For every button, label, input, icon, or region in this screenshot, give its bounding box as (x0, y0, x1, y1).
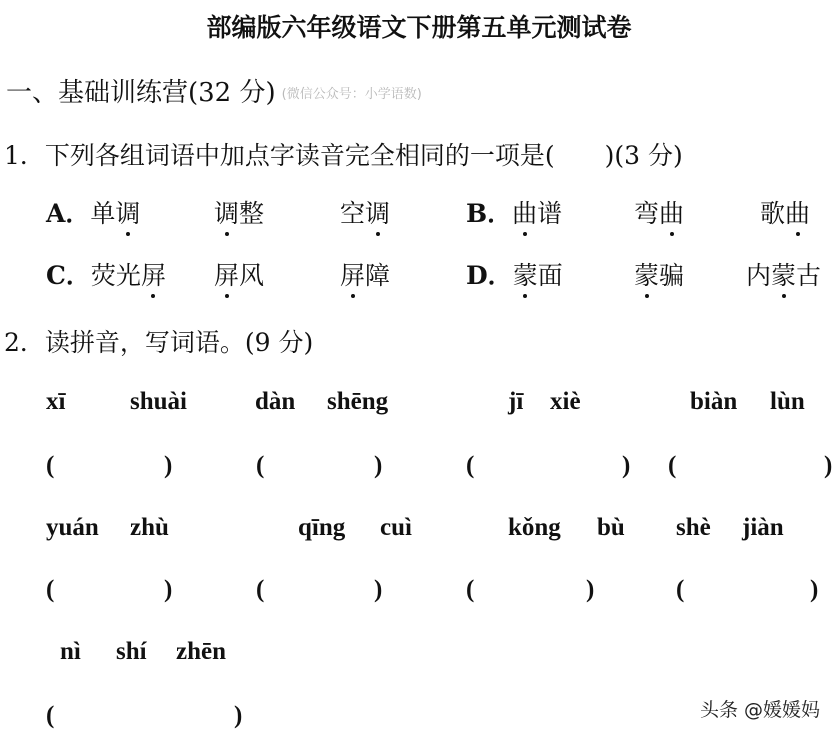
answer-paren-open: ( (256, 452, 265, 479)
option-word: 曲谱 (512, 199, 562, 228)
option-word: 内蒙古 (746, 256, 821, 292)
section-heading (6, 72, 422, 109)
option-word: 屏障 (340, 256, 390, 292)
answer-paren-open: ( (466, 452, 475, 479)
section-note: (微信公众号：小学语数) (281, 87, 422, 102)
option-b (466, 194, 562, 230)
answer-paren-open: ( (46, 576, 55, 603)
option-letter: D． (466, 261, 513, 290)
pinyin-syllable: nì (60, 638, 81, 665)
answer-paren-close: ) (234, 702, 243, 729)
pinyin-syllable: xiè (550, 388, 581, 415)
pinyin-syllable: cuì (380, 514, 412, 541)
option-word: 蒙骗 (634, 256, 684, 292)
pinyin-syllable: jiàn (742, 514, 784, 541)
pinyin-syllable: shè (676, 514, 711, 541)
pinyin-syllable: kǒng (508, 514, 561, 541)
option-word: 屏风 (214, 256, 264, 292)
option-word: 歌曲 (760, 194, 810, 230)
answer-paren-open: ( (466, 576, 475, 603)
answer-paren-open: ( (256, 576, 265, 603)
page-title: 部编版六年级语文下册第五单元测试卷 (206, 13, 632, 42)
answer-paren-open: ( (676, 576, 685, 603)
option-letter: C． (46, 261, 91, 290)
pinyin-syllable: shēng (327, 388, 389, 415)
option-word: 空调 (340, 194, 390, 230)
option-word: 单调 (90, 199, 140, 228)
question-2: 2．读拼音，写词语。(9 分) (4, 328, 314, 357)
pinyin-syllable: xī (46, 388, 66, 415)
pinyin-syllable: yuán (46, 514, 99, 541)
pinyin-syllable: dàn (255, 388, 296, 415)
answer-paren-close: ) (824, 452, 833, 479)
answer-paren-close: ) (810, 576, 819, 603)
pinyin-syllable: biàn (690, 388, 738, 415)
pinyin-syllable: shí (116, 638, 147, 665)
section-label: 一、基础训练营(32 分) (6, 78, 276, 108)
question-1: 1．下列各组词语中加点字读音完全相同的一项是( )(3 分) (4, 141, 683, 170)
option-letter: B． (466, 199, 513, 228)
answer-paren-close: ) (374, 576, 383, 603)
pinyin-syllable: jī (508, 388, 524, 415)
pinyin-syllable: lùn (770, 388, 805, 415)
option-word: 荧光屏 (91, 261, 166, 290)
option-word: 调整 (214, 194, 264, 230)
answer-paren-open: ( (46, 452, 55, 479)
answer-paren-close: ) (374, 452, 383, 479)
watermark: 头条 @媛媛妈 (699, 699, 820, 721)
answer-paren-open: ( (46, 702, 55, 729)
option-word: 弯曲 (634, 194, 684, 230)
pinyin-syllable: qīng (298, 514, 346, 541)
answer-paren-open: ( (668, 452, 677, 479)
pinyin-syllable: zhēn (176, 638, 226, 665)
pinyin-syllable: bù (597, 514, 625, 541)
answer-paren-close: ) (622, 452, 631, 479)
option-a (46, 194, 140, 230)
option-c (46, 256, 166, 292)
answer-paren-close: ) (164, 452, 173, 479)
option-letter: A． (46, 199, 91, 228)
option-d (466, 256, 563, 292)
answer-paren-close: ) (164, 576, 173, 603)
option-word: 蒙面 (513, 261, 563, 290)
pinyin-syllable: shuài (130, 388, 187, 415)
pinyin-syllable: zhù (130, 514, 169, 541)
answer-paren-close: ) (586, 576, 595, 603)
